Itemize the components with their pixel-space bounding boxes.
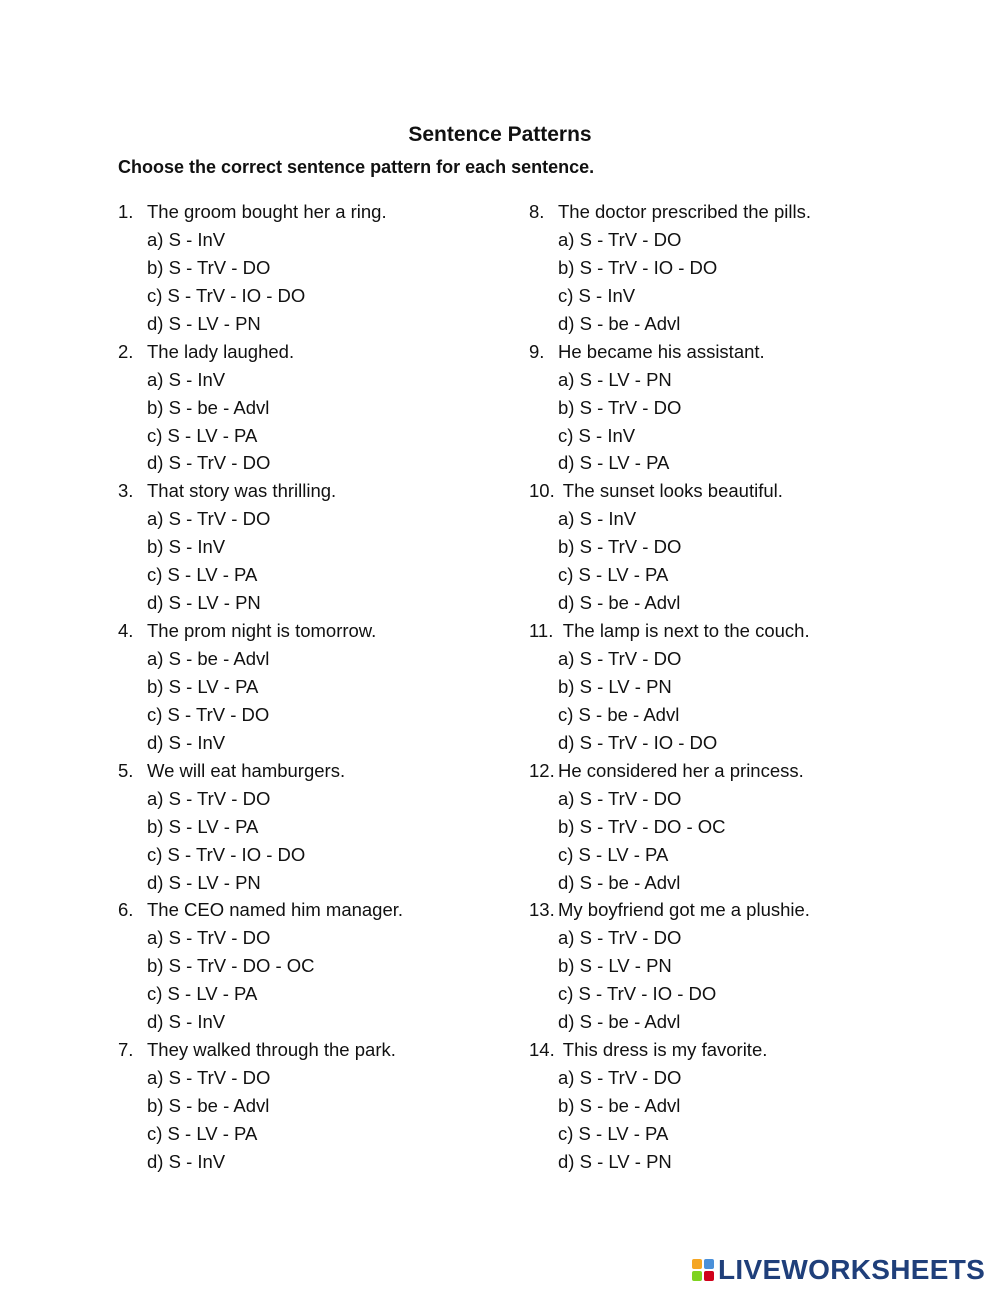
question-item (529, 477, 949, 617)
answer-option[interactable]: c) S - LV - PA (558, 564, 669, 586)
answer-option[interactable]: a) S - InV (558, 508, 637, 530)
answer-option[interactable]: d) S - LV - PN (558, 1150, 672, 1172)
question-number: 14. (529, 1039, 555, 1061)
question-line (118, 338, 538, 366)
question-item (529, 198, 949, 338)
question-text: The doctor prescribed the pills. (558, 201, 811, 222)
answer-option[interactable]: a) S - TrV - DO (558, 787, 682, 809)
answer-option[interactable]: a) S - LV - PN (558, 368, 672, 390)
answer-option[interactable]: b) S - TrV - DO (558, 396, 682, 418)
answer-option[interactable]: b) S - be - Advl (558, 1095, 681, 1116)
question-number: 4. (118, 620, 134, 642)
question-number: 1. (118, 201, 134, 222)
question-number: 7. (118, 1039, 134, 1061)
questions-column-right (529, 198, 949, 1176)
answer-option[interactable]: a) S - TrV - DO (558, 228, 682, 250)
answer-option[interactable]: b) S - TrV - DO (558, 536, 682, 558)
question-line (529, 896, 949, 924)
answer-option[interactable]: b) S - be - Advl (147, 396, 270, 418)
question-line (529, 338, 949, 366)
question-item (118, 896, 538, 1036)
answer-option[interactable]: a) S - TrV - DO (558, 648, 682, 669)
answer-option[interactable]: a) S - TrV - DO (147, 1067, 271, 1089)
question-item (118, 1036, 538, 1176)
question-text: The sunset looks beautiful. (558, 480, 783, 502)
answer-option[interactable]: b) S - TrV - DO - OC (558, 815, 726, 837)
question-text: They walked through the park. (147, 1039, 396, 1061)
answer-option[interactable]: a) S - TrV - DO (147, 787, 271, 809)
answer-option[interactable]: c) S - TrV - IO - DO (147, 284, 306, 306)
question-line (118, 477, 538, 505)
answer-option[interactable]: a) S - TrV - DO (147, 508, 271, 530)
question-text: This dress is my favorite. (558, 1039, 768, 1061)
answer-option[interactable]: a) S - TrV - DO (558, 1067, 682, 1089)
answer-option[interactable]: b) S - TrV - DO (147, 256, 271, 278)
answer-option[interactable]: a) S - TrV - DO (147, 927, 271, 949)
question-text: The prom night is tomorrow. (147, 620, 377, 642)
liveworksheets-logo[interactable] (692, 1255, 985, 1285)
answer-option[interactable]: d) S - be - Advl (558, 871, 681, 893)
question-line (118, 896, 538, 924)
question-number: 3. (118, 480, 134, 502)
answer-option[interactable]: c) S - LV - PA (147, 983, 258, 1005)
answer-option[interactable]: b) S - LV - PN (558, 955, 672, 977)
question-item (118, 198, 538, 338)
question-number: 10. (529, 480, 555, 502)
answer-option[interactable]: d) S - TrV - IO - DO (558, 731, 718, 753)
answer-option[interactable]: b) S - TrV - DO - OC (147, 955, 315, 977)
question-number: 12. (529, 759, 555, 781)
answer-option[interactable]: c) S - be - Advl (558, 703, 680, 725)
question-text: He became his assistant. (558, 340, 765, 362)
question-item (529, 757, 949, 897)
answer-option[interactable]: c) S - LV - PA (558, 843, 669, 865)
question-line (529, 757, 949, 785)
question-text: We will eat hamburgers. (147, 759, 346, 781)
answer-option[interactable]: d) S - LV - PA (558, 452, 670, 474)
worksheet-title: Sentence Patterns (408, 123, 592, 146)
question-line (529, 1036, 949, 1064)
question-text: That story was thrilling. (147, 480, 337, 502)
answer-option[interactable]: a) S - TrV - DO (558, 927, 682, 949)
answer-option[interactable]: c) S - InV (558, 424, 636, 446)
answer-option[interactable]: b) S - be - Advl (147, 1095, 270, 1116)
answer-option[interactable]: d) S - InV (147, 1150, 226, 1172)
questions-column-left (118, 198, 538, 1176)
answer-option[interactable]: d) S - TrV - DO (147, 452, 271, 474)
question-text: The groom bought her a ring. (147, 201, 387, 222)
answer-option[interactable]: b) S - InV (147, 536, 226, 558)
answer-option[interactable]: d) S - be - Advl (558, 1011, 681, 1033)
answer-option[interactable]: c) S - TrV - IO - DO (558, 983, 717, 1005)
question-item (529, 338, 949, 478)
answer-option[interactable]: a) S - InV (147, 368, 226, 390)
answer-option[interactable]: c) S - TrV - IO - DO (147, 843, 306, 865)
answer-option[interactable]: c) S - TrV - DO (147, 703, 270, 725)
answer-option[interactable]: b) S - LV - PA (147, 675, 259, 697)
question-text: My boyfriend got me a plushie. (558, 899, 810, 921)
answer-option[interactable]: d) S - LV - PN (147, 592, 261, 614)
question-item (118, 757, 538, 897)
answer-option[interactable]: d) S - be - Advl (558, 592, 681, 614)
answer-option[interactable]: b) S - LV - PA (147, 815, 259, 837)
answer-option[interactable]: c) S - LV - PA (147, 564, 258, 586)
question-line (529, 617, 949, 645)
question-number: 6. (118, 899, 134, 921)
answer-option[interactable]: c) S - LV - PA (558, 1122, 669, 1144)
answer-option[interactable]: d) S - LV - PN (147, 871, 261, 893)
question-number: 2. (118, 340, 134, 362)
question-text: The CEO named him manager. (147, 899, 404, 921)
question-line (529, 198, 949, 226)
question-item (118, 477, 538, 617)
question-number: 13. (529, 899, 555, 921)
question-number: 11. (529, 620, 554, 642)
question-item (529, 1036, 949, 1176)
question-text: He considered her a princess. (558, 759, 804, 781)
question-text: The lamp is next to the couch. (558, 620, 810, 642)
question-line (529, 477, 949, 505)
question-number: 5. (118, 759, 134, 781)
liveworksheets-logo-icon (692, 1259, 714, 1281)
logo-text: LIVEWORKSHEETS (718, 1254, 986, 1285)
answer-option[interactable]: b) S - TrV - IO - DO (558, 256, 718, 278)
answer-option[interactable]: c) S - InV (558, 284, 636, 306)
answer-option[interactable]: d) S - InV (147, 1011, 226, 1033)
answer-option[interactable]: a) S - InV (147, 228, 226, 250)
question-line (118, 757, 538, 785)
worksheet-instructions: Choose the correct sentence pattern for each sentence. (118, 157, 595, 177)
question-line (118, 198, 538, 226)
question-text: The lady laughed. (147, 340, 295, 362)
question-number: 8. (529, 201, 545, 222)
answer-option[interactable]: c) S - LV - PA (147, 1122, 258, 1144)
answer-option[interactable]: d) S - LV - PN (147, 312, 261, 334)
question-item (118, 338, 538, 478)
answer-option[interactable]: c) S - LV - PA (147, 424, 258, 446)
question-item (529, 617, 949, 757)
question-line (118, 617, 538, 645)
answer-option[interactable]: d) S - be - Advl (558, 312, 681, 334)
answer-option[interactable]: b) S - LV - PN (558, 675, 672, 697)
answer-option[interactable]: a) S - be - Advl (147, 648, 270, 669)
question-item (529, 896, 949, 1036)
question-item (118, 617, 538, 757)
answer-option[interactable]: d) S - InV (147, 731, 226, 753)
question-number: 9. (529, 340, 545, 362)
question-line (118, 1036, 538, 1064)
